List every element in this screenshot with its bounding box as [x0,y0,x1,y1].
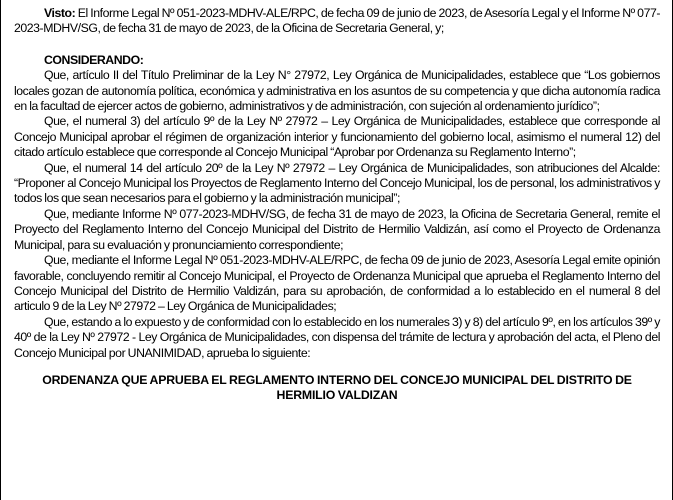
visto-label: Visto: [44,6,76,20]
considerando-paragraph-6: Que, estando a lo expuesto y de conformidad con lo establecido en los numerales 3) y 8) del artículo 9º, en los artículos 39º y 40º de la Ley Nº 27972 - Ley Orgánica de Municipalidades, con dispensa del trámite de lectura y aprobación del acta, el Pleno del Concejo Municipal por UNANIMIDAD, aprueba lo siguiente: [14,314,660,360]
ordenanza-title: ORDENANZA QUE APRUEBA EL REGLAMENTO INTERNO DEL CONCEJO MUNICIPAL DEL DISTRITO DE HERMILIO VALDIZAN [42,372,632,403]
considerando-paragraph-3: Que, el numeral 14 del artículo 20º de la Ley Nº 27972 – Ley Orgánica de Municipalidades, son atribuciones del Alcalde: “Proponer al Concejo Municipal los Proyectos de Reglamento Interno del Concejo Municipal, los de personal, los administrativos y todos los que sean necesarios para el gobierno y la administración municipal”; [14,160,660,206]
considerando-paragraph-4: Que, mediante Informe Nº 077-2023-MDHV/SG, de fecha 31 de mayo de 2023, la Oficina de Secretaria General, remite el Proyecto del Reglamento Interno del Concejo Municipal del Distrito de Hermilio Valdizán, así como el Proyecto de Ordenanza Municipal, para su evaluación y pronunciamiento correspondiente; [14,206,660,252]
considerando-heading: CONSIDERANDO: [44,52,144,67]
visto-paragraph [14,6,660,37]
considerando-paragraph-5: Que, mediante el Informe Legal Nº 051-2023-MDHV-ALE/RPC, de fecha 09 de junio de 2023, Asesoría Legal emite opinión favorable, concluyendo remitir al Concejo Municipal, el Proyecto de Ordenanza Municipal que aprueba el Reglamento Interno del Concejo Municipal del Distrito de Hermilio Valdizán, para su aprobación, de conformidad a lo establecido en el numeral 8 del articulo 9 de la Ley Nº 27972 – Ley Orgánica de Municipalidades; [14,253,660,314]
considerando-paragraph-1: Que, artículo II del Título Preliminar de la Ley N° 27972, Ley Orgánica de Municipalidades, establece que “Los gobiernos locales gozan de autonomía política, económica y administrativa en los asuntos de su competencia y que dicha autonomía radica en la facultad de ejercer actos de gobierno, administrativos y de administración, con sujeción al ordenamiento jurídico”; [14,68,660,114]
considerando-paragraph-2: Que, el numeral 3) del artículo 9º de la Ley Nº 27972 – Ley Orgánica de Municipalidades, establece que corresponde al Concejo Municipal aprobar el régimen de organización interior y funcionamiento del gobierno local, asimismo el numeral 12) del citado artículo establece que corresponde al Concejo Municipal “Aprobar por Ordenanza su Reglamento Interno”; [14,114,660,160]
visto-text: El Informe Legal Nº 051-2023-MDHV-ALE/RPC, de fecha 09 de junio de 2023, de Asesoría Legal y el Informe Nº 077-2023-MDHV/SG, de fecha 31 de mayo de 2023, de la Oficina de Secretaria General, y; [14,6,660,36]
